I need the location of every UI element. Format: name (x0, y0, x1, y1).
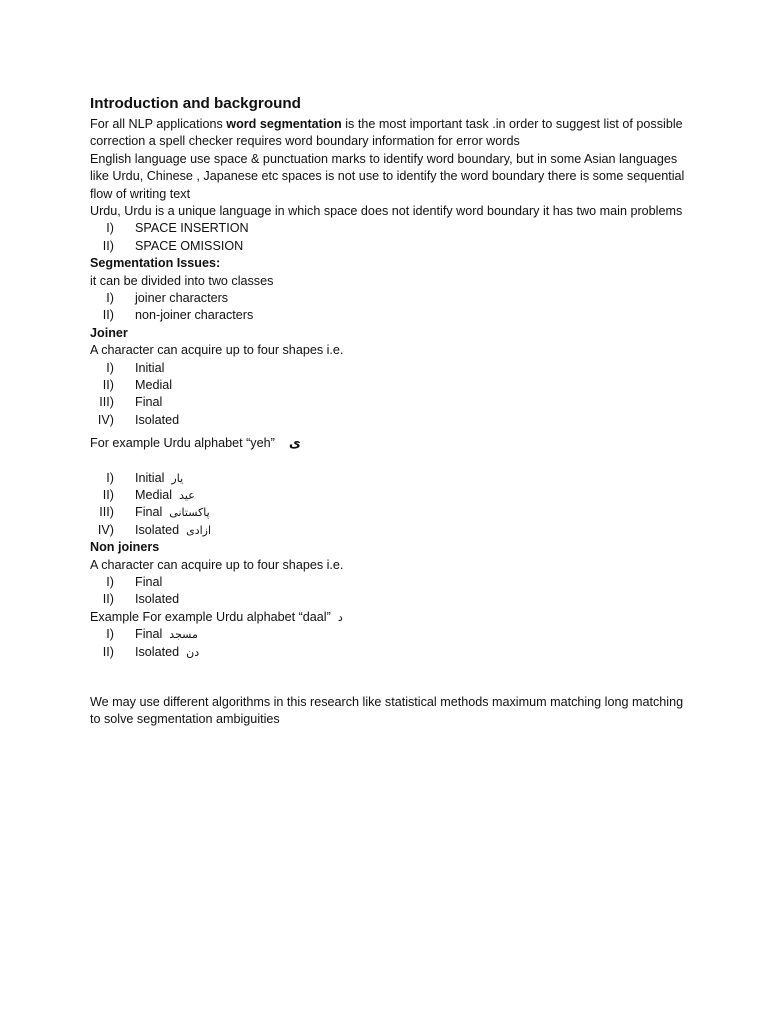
yeh-letter: ی (288, 436, 301, 452)
list-number: II) (102, 308, 114, 323)
list-item (90, 220, 690, 237)
list-number: I) (106, 574, 114, 589)
list-item (90, 377, 690, 394)
list-number: I) (106, 221, 114, 236)
list-text: Final (135, 505, 163, 520)
non-joiner-heading: Non joiners (90, 540, 160, 555)
urdu-word: مسجد (169, 628, 198, 642)
intro-paragraph-2: English language use space & punctuation marks to identify word boundary, but in some Asian languages like Urdu, Chinese , Japanese etc spaces is not use to identify the word boundary there is some sequential flow of writing text (90, 151, 685, 201)
conclusion-paragraph: We may use different algorithms in this research like statistical methods maximum matching long matching to solve segmentation ambiguities (90, 694, 684, 727)
list-number: IV) (97, 522, 114, 537)
list-item (90, 238, 690, 255)
list-item (90, 470, 690, 487)
list-text: Isolated (135, 522, 180, 537)
segmentation-heading: Segmentation Issues: (90, 256, 221, 271)
list-number: I) (106, 627, 114, 642)
list-number: III) (99, 505, 114, 520)
list-text: Isolated (135, 644, 180, 659)
list-number: II) (102, 644, 114, 659)
list-number: I) (106, 291, 114, 306)
list-item (90, 412, 690, 429)
list-item (90, 591, 690, 608)
list-number: II) (102, 238, 114, 253)
list-item (90, 394, 690, 411)
list-text: non-joiner characters (135, 308, 254, 323)
list-item (90, 522, 690, 539)
list-item (90, 626, 690, 643)
list-text: Final (135, 395, 163, 410)
list-item (90, 487, 690, 504)
joiner-intro: A character can acquire up to four shapes i.e. (90, 343, 344, 358)
list-item (90, 574, 690, 591)
intro-p1-prefix: For all NLP applications (90, 117, 227, 131)
joiner-example (90, 435, 690, 452)
document-body (90, 94, 690, 729)
list-number: III) (99, 395, 114, 410)
non-joiner-example-text: Example For example Urdu alphabet “daal” (90, 609, 331, 624)
list-number: II) (102, 487, 114, 502)
non-joiner-intro: A character can acquire up to four shapes i.e. (90, 557, 344, 572)
list-text: Medial (135, 487, 173, 502)
list-text: Isolated (135, 412, 180, 427)
joiner-heading: Joiner (90, 325, 128, 340)
non-joiner-example (90, 609, 690, 626)
list-text: Medial (135, 378, 173, 393)
segmentation-intro: it can be divided into two classes (90, 273, 274, 288)
urdu-word: ازادی (186, 523, 212, 537)
list-number: I) (106, 470, 114, 485)
list-item (90, 644, 690, 661)
intro-paragraph-3: Urdu, Urdu is a unique language in which space does not identify word boundary it has two main problems (90, 204, 683, 219)
list-text: Isolated (135, 592, 180, 607)
list-number: II) (102, 378, 114, 393)
list-text: Initial (135, 470, 165, 485)
urdu-word: یار (171, 471, 184, 485)
list-text: Initial (135, 360, 165, 375)
list-item (90, 290, 690, 307)
list-text: Final (135, 627, 163, 642)
intro-p1-bold: word segmentation (226, 117, 342, 131)
list-item (90, 307, 690, 324)
intro-p1-suffix: is the most important task .in order to suggest list of possible correction a spell checker requires word boundary information for error words (90, 117, 683, 149)
list-number: II) (102, 592, 114, 607)
urdu-word: عید (179, 488, 195, 502)
list-text: joiner characters (135, 291, 229, 306)
urdu-word: پاکستانی (169, 506, 210, 520)
list-item (90, 504, 690, 521)
intro-paragraph-1 (90, 116, 690, 151)
joiner-example-text: For example Urdu alphabet “yeh” (90, 436, 275, 451)
list-text: SPACE INSERTION (135, 221, 249, 236)
urdu-word: دن (186, 645, 200, 659)
section-title: Introduction and background (90, 95, 301, 112)
list-text: Final (135, 574, 163, 589)
list-number: IV) (97, 412, 114, 427)
list-item (90, 360, 690, 377)
daal-letter: د (337, 610, 343, 624)
list-number: I) (106, 360, 114, 375)
list-text: SPACE OMISSION (135, 238, 244, 253)
